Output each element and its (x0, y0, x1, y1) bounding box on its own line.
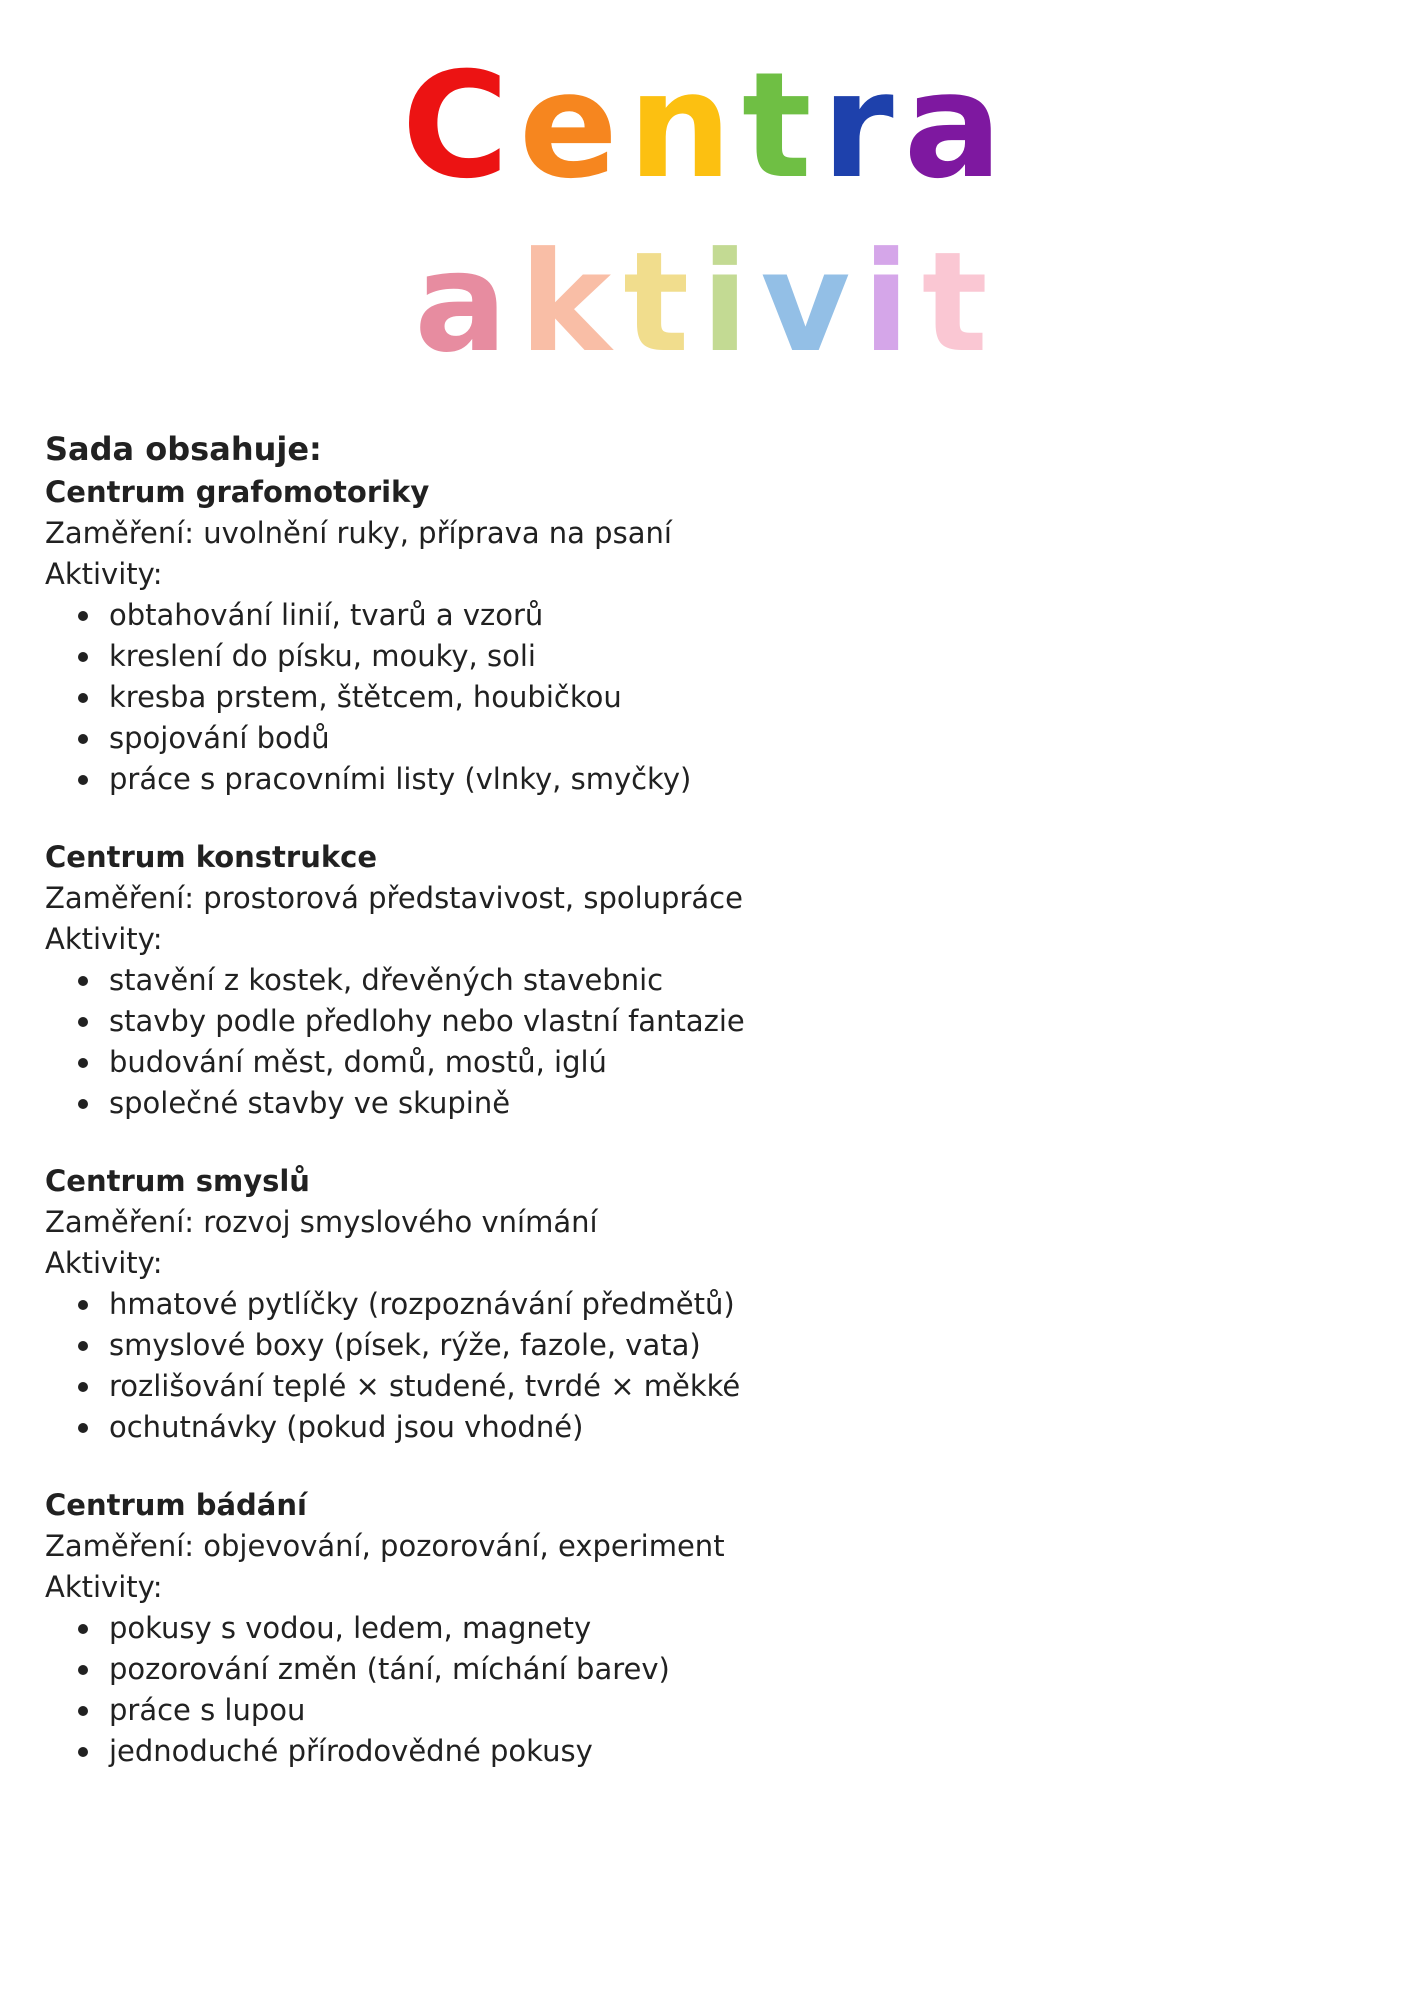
bullet-dot-icon (78, 1747, 88, 1757)
title-letter: a (903, 41, 1013, 211)
bullet-dot-icon (78, 611, 88, 621)
activity-item (45, 1608, 1369, 1649)
bullet-dot-icon (78, 652, 88, 662)
section-focus: Zaměření: uvolnění ruky, příprava na psaní (45, 516, 672, 550)
title-letter: n (627, 41, 742, 211)
page-title-line-2 (45, 210, 1369, 396)
bullet-dot-icon (78, 693, 88, 703)
bullet-dot-icon (78, 734, 88, 744)
section-heading: Centrum bádání (45, 1488, 307, 1522)
title-letter: t (741, 41, 822, 211)
bullet-dot-icon (78, 1017, 88, 1027)
activity-text: stavění z kostek, dřevěných stavebnic (109, 963, 664, 997)
activity-text: spojování bodů (109, 721, 330, 755)
activity-item (45, 1407, 1369, 1448)
bullet-dot-icon (78, 1058, 88, 1068)
activity-text: stavby podle předlohy nebo vlastní fantazie (109, 1004, 745, 1038)
section-focus: Zaměření: rozvoj smyslového vnímání (45, 1205, 598, 1239)
title-letter: t (623, 222, 702, 383)
bullet-dot-icon (78, 1341, 88, 1351)
activity-text: rozlišování teplé × studené, tvrdé × měkké (109, 1369, 741, 1403)
section-heading: Centrum smyslů (45, 1164, 310, 1198)
section-centrum-badani (45, 1485, 1369, 1772)
title-letter: i (862, 222, 922, 383)
activities-label: Aktivity: (45, 922, 163, 956)
page-title (45, 42, 1369, 396)
activity-text: obtahování linií, tvarů a vzorů (109, 598, 544, 632)
activity-item (45, 1042, 1369, 1083)
section-heading: Centrum konstrukce (45, 840, 378, 874)
bullet-dot-icon (78, 976, 88, 986)
activity-text: budování měst, domů, mostů, iglú (109, 1045, 607, 1079)
activities-label: Aktivity: (45, 557, 163, 591)
activity-item (45, 636, 1369, 677)
title-letter: a (414, 222, 520, 383)
activity-text: kreslení do písku, mouky, soli (109, 639, 536, 673)
bullet-dot-icon (78, 1665, 88, 1675)
activity-item (45, 1690, 1369, 1731)
activities-list (45, 960, 1369, 1124)
activity-text: práce s pracovními listy (vlnky, smyčky) (109, 762, 692, 796)
activity-item (45, 1083, 1369, 1124)
activity-item (45, 759, 1369, 800)
section-heading: Centrum grafomotoriky (45, 475, 430, 509)
bullet-dot-icon (78, 1382, 88, 1392)
bullet-dot-icon (78, 1624, 88, 1634)
activity-text: práce s lupou (109, 1693, 306, 1727)
bullet-dot-icon (78, 1099, 88, 1109)
activity-text: smyslové boxy (písek, rýže, fazole, vata) (109, 1328, 701, 1362)
activity-item (45, 1731, 1369, 1772)
activity-item (45, 1366, 1369, 1407)
activity-item (45, 1284, 1369, 1325)
activities-list (45, 1284, 1369, 1448)
bullet-dot-icon (78, 775, 88, 785)
activity-item (45, 718, 1369, 759)
title-letter: e (518, 41, 628, 211)
activity-text: pozorování změn (tání, míchání barev) (109, 1652, 670, 1686)
activity-item (45, 960, 1369, 1001)
activities-list (45, 595, 1369, 800)
title-letter: C (401, 41, 519, 211)
bullet-dot-icon (78, 1300, 88, 1310)
activities-list (45, 1608, 1369, 1772)
section-centrum-smyslu (45, 1161, 1369, 1448)
title-letter: i (701, 222, 761, 383)
title-letter: v (760, 222, 863, 383)
section-focus: Zaměření: objevování, pozorování, experiment (45, 1529, 725, 1563)
activity-text: společné stavby ve skupině (109, 1086, 511, 1120)
page-title-line-1 (45, 42, 1369, 210)
activity-item (45, 1325, 1369, 1366)
activity-text: jednoduché přírodovědné pokusy (109, 1734, 593, 1768)
bullet-dot-icon (78, 1423, 88, 1433)
activities-label: Aktivity: (45, 1570, 163, 1604)
intro-heading: Sada obsahuje: (45, 430, 322, 468)
activity-item (45, 1001, 1369, 1042)
activity-text: kresba prstem, štětcem, houbičkou (109, 680, 622, 714)
title-letter: t (921, 222, 1000, 383)
activities-label: Aktivity: (45, 1246, 163, 1280)
section-centrum-konstrukce (45, 837, 1369, 1124)
activity-item (45, 677, 1369, 718)
activity-text: pokusy s vodou, ledem, magnety (109, 1611, 592, 1645)
section-focus: Zaměření: prostorová představivost, spolupráce (45, 881, 743, 915)
activity-text: hmatové pytlíčky (rozpoznávání předmětů) (109, 1287, 735, 1321)
activity-text: ochutnávky (pokud jsou vhodné) (109, 1410, 584, 1444)
activity-item (45, 595, 1369, 636)
title-letter: r (821, 41, 904, 211)
section-centrum-grafomotoriky (45, 472, 1369, 800)
title-letter: k (519, 222, 624, 383)
activity-item (45, 1649, 1369, 1690)
bullet-dot-icon (78, 1706, 88, 1716)
